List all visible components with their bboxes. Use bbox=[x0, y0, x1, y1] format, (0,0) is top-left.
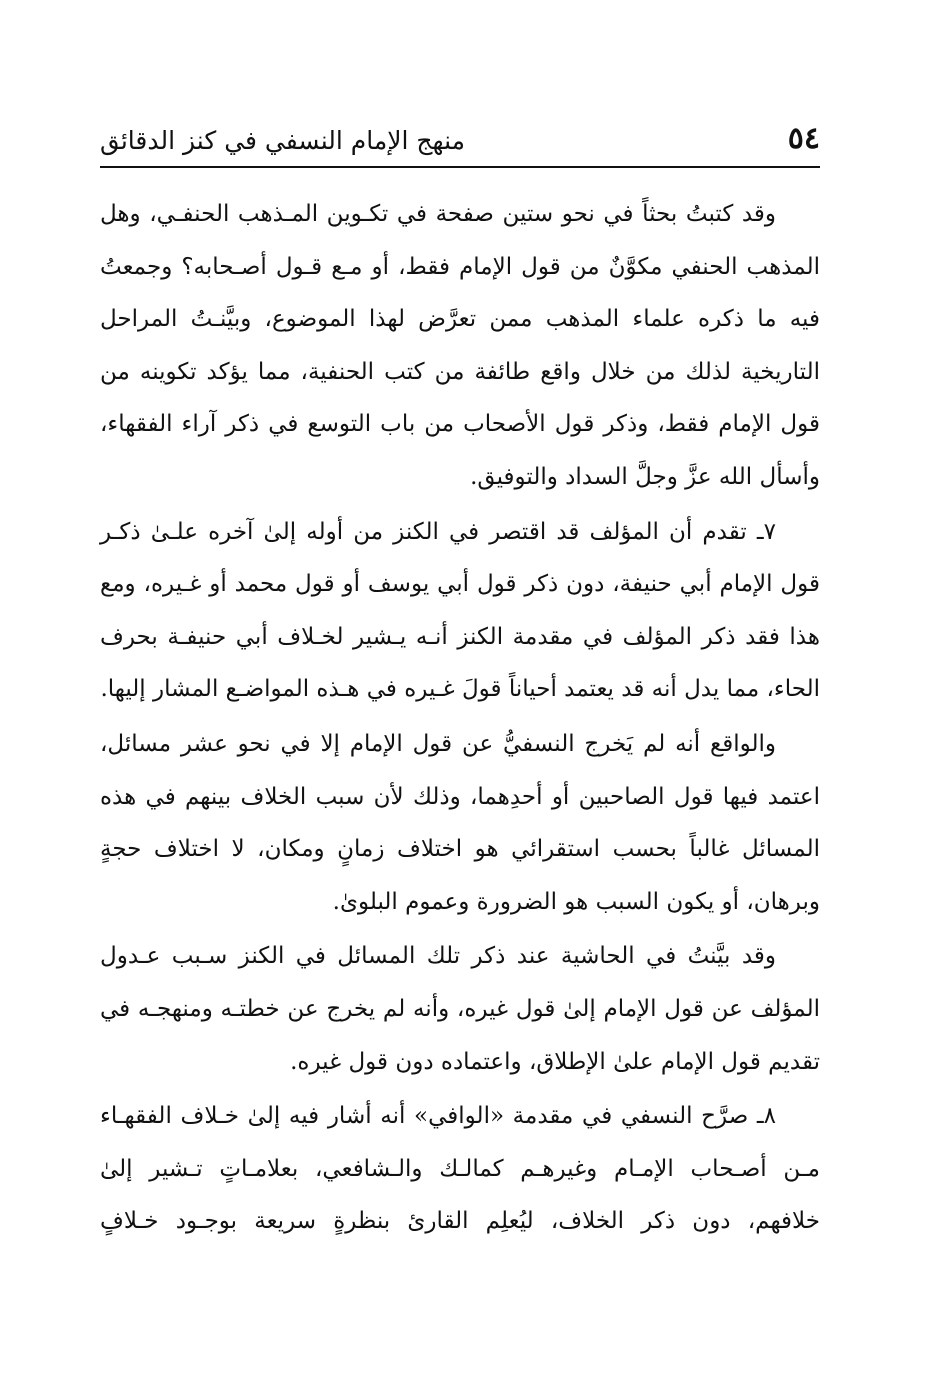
paragraph-3: والواقع أنه لم يَخرج النسفيُّ عن قول الإمام إلا في نحو عشر مسائل، اعتمد فيها قول الصاحبين أو أحدِهما، وذلك لأن سبب الخلاف بينهم في هذه المسائل غالباً بحسب استقرائي هو اختلاف زمانٍ ومكان، لا اختلاف حجةٍ وبرهان، أو يكون السبب هو الضرورة وعموم البلوىٰ. bbox=[100, 730, 820, 915]
running-title: منهج الإمام النسفي في كنز الدقائق bbox=[100, 126, 466, 155]
page-number: ٥٤ bbox=[787, 121, 820, 156]
paragraph-5: ٨ـ صرَّح النسفي في مقدمة «الوافي» أنه أشار فيه إلىٰ خـلاف الفقهـاء مـن أصـحاب الإمـام وغيرهـم كمالـك والـشافعي، بعلامـاتٍ تـشير إلىٰ خلافهم، دون ذكر الخلاف، ليُعلِم القارئ بنظرةٍ سريعة بوجـود خـلافٍ bbox=[100, 1103, 820, 1235]
paragraph-4: وقد بيَّنتُ في الحاشية عند ذكر تلك المسائل في الكنز سـبب عـدول المؤلف عن قول الإمام إلىٰ قول غيره، وأنه لم يخرج عن خطتـه ومنهجـه في تقديم قول الإمام علىٰ الإطلاق، واعتماده دون قول غيره. bbox=[100, 943, 820, 1075]
header-divider bbox=[100, 166, 820, 168]
paragraph-1: وقد كتبتُ بحثاً في نحو ستين صفحة في تكـوين المـذهب الحنفـي، وهل المذهب الحنفي مكوَّنٌ من قول الإمام فقط، أو مـع قـول أصـحابه؟ وجمعتُ فيه ما ذكره علماء المذهب ممن تعرَّض لهذا الموضوع، وبيَّنـتُ المراحل التاريخية لذلك من خلال واقع طائفة من كتب الحنفية، مما يؤكد تكوينه من قول الإمام فقط، وذكر قول الأصحاب من باب التوسع في ذكر آراء الفقهاء، وأسأل الله عزَّ وجلَّ السداد والتوفيق. bbox=[100, 201, 820, 490]
page-header bbox=[100, 118, 820, 162]
paragraph-2: ٧ـ تقدم أن المؤلف قد اقتصر في الكنز من أوله إلىٰ آخره علـىٰ ذكـر قول الإمام أبي حنيفة، دون ذكر قول أبي يوسف أو قول محمد أو غـيره، ومع هذا فقد ذكر المؤلف في مقدمة الكنز أنـه يـشير لخـلاف أبي حنيفـة بحرف الحاء، مما يدل أنه قد يعتمد أحياناً قولَ غـيره في هـذه المواضـع المشار إليها. bbox=[100, 518, 820, 703]
body-text bbox=[100, 188, 820, 1250]
